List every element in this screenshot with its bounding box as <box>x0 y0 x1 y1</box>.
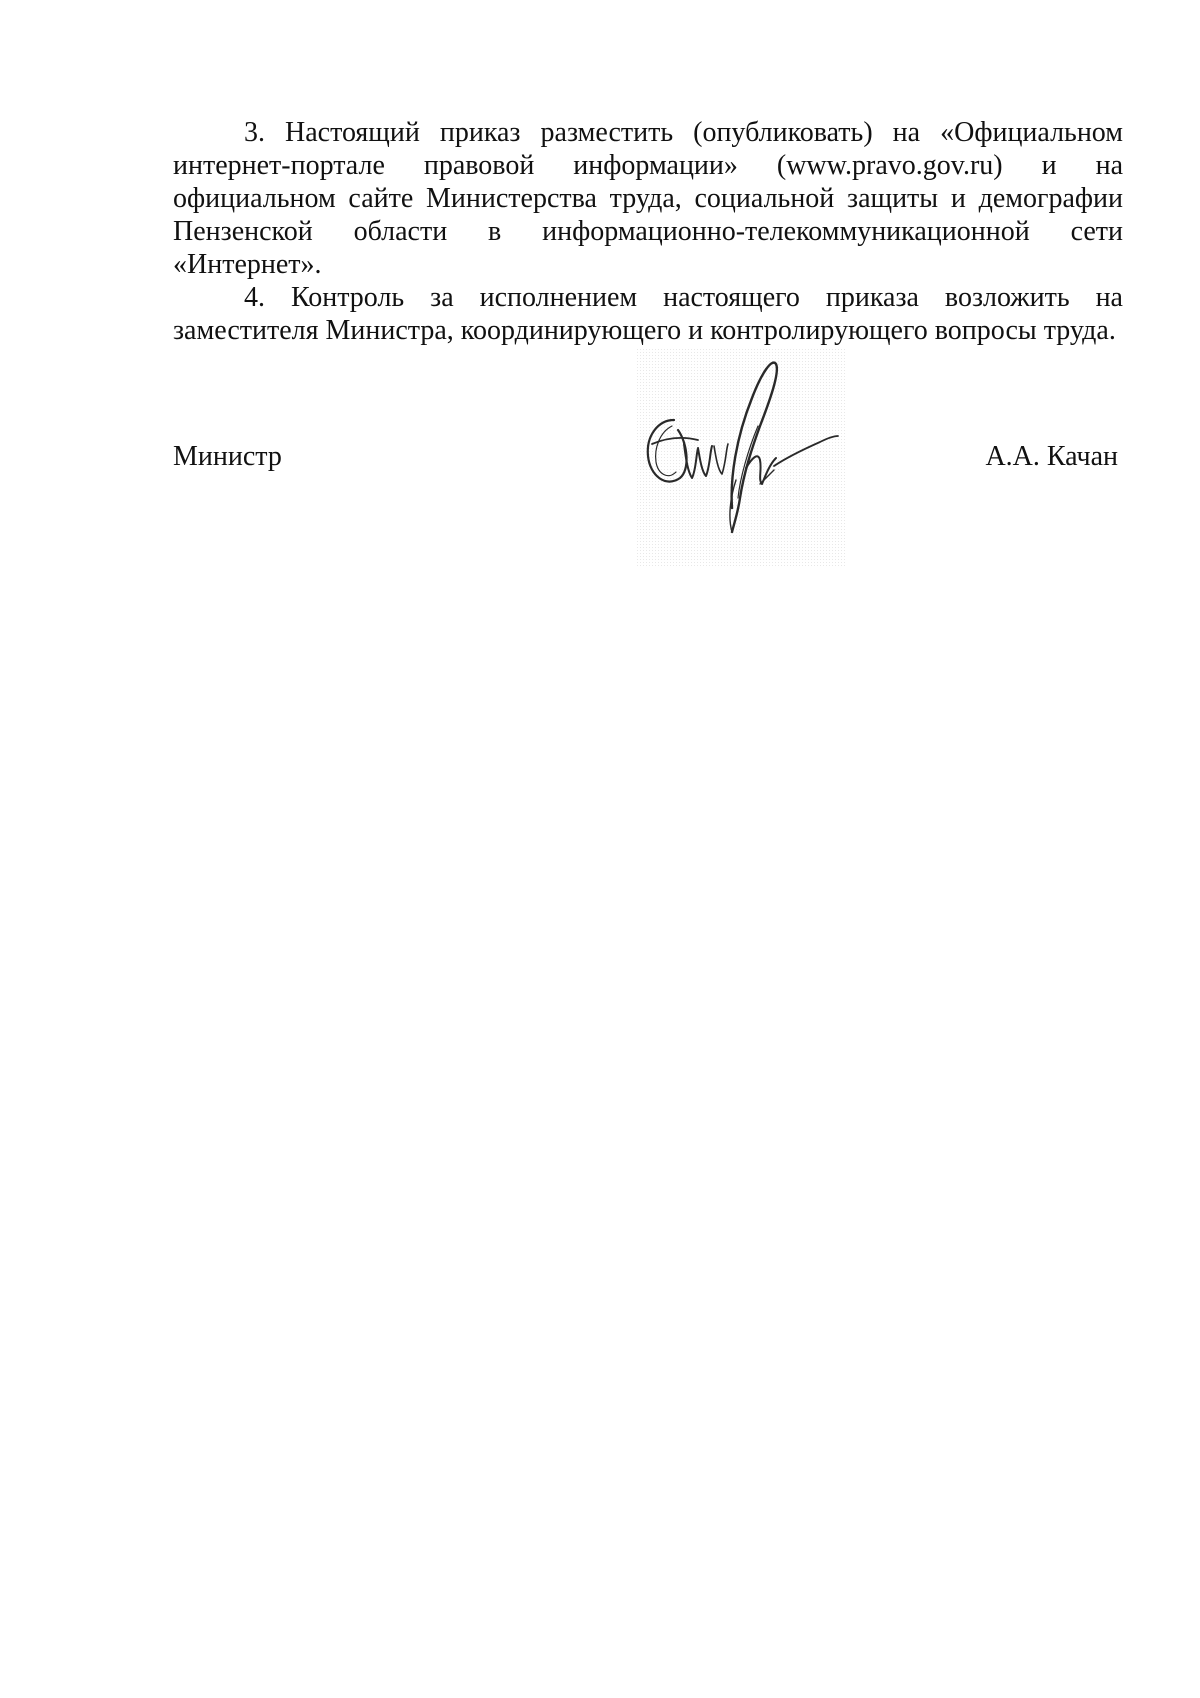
paragraph-4: 4. Контроль за исполнением настоящего приказа возложить на заместителя Министра, координирующего и контролирующего вопросы труда. <box>173 282 1123 346</box>
signer-name: А.А. Качан <box>985 441 1118 472</box>
document-body <box>173 116 1123 347</box>
signer-position: Министр <box>173 441 282 472</box>
paragraph-3: 3. Настоящий приказ разместить (опубликовать) на «Официальном интернет-портале правовой информации» (www.pravo.gov.ru) и на официальном сайте Министерства труда, социальной защиты и демографии Пензенской области в информационно-телекоммуникационной сети «Интернет». <box>173 117 1123 280</box>
signature-block <box>173 440 1118 480</box>
